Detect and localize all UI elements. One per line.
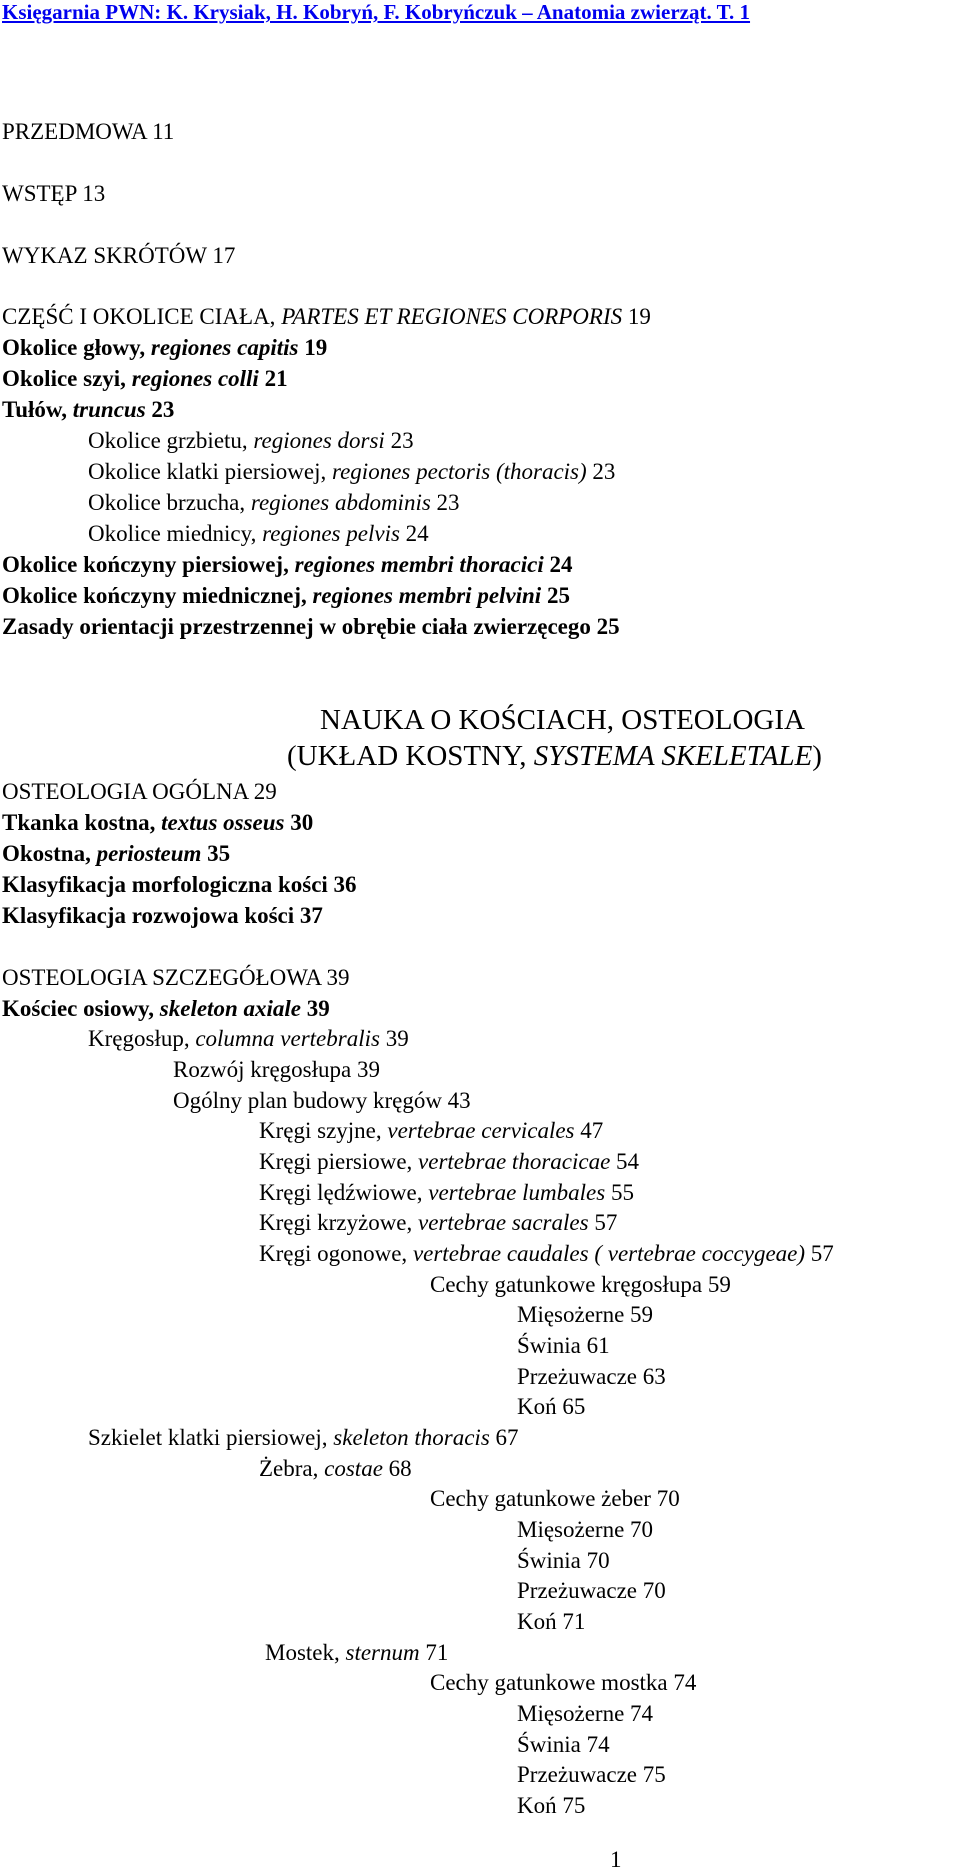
toc-entry bbox=[517, 1731, 610, 1759]
toc-entry-title: Okolice klatki piersiowej, bbox=[88, 459, 332, 484]
toc-entry-title: Przeżuwacze 63 bbox=[517, 1364, 666, 1389]
toc-entry-latin-name: regiones membri thoracici bbox=[294, 552, 544, 577]
toc-entry-title: Rozwój kręgosłupa 39 bbox=[173, 1057, 380, 1082]
toc-entry-latin-name: columna vertebralis bbox=[195, 1026, 380, 1051]
toc-entry bbox=[2, 334, 327, 362]
toc-entry-title: Cechy gatunkowe mostka 74 bbox=[430, 1670, 697, 1695]
toc-entry bbox=[517, 1761, 666, 1789]
toc-entry bbox=[259, 1148, 639, 1176]
toc-entry-title: Cechy gatunkowe kręgosłupa 59 bbox=[430, 1272, 731, 1297]
toc-entry-title: Tkanka kostna, bbox=[2, 810, 162, 835]
toc-entry-title: Okolice brzucha, bbox=[88, 490, 251, 515]
toc-entry-title: Klasyfikacja morfologiczna kości 36 bbox=[2, 872, 357, 897]
toc-entry-page: 54 bbox=[610, 1149, 640, 1174]
toc-entry-title: Kręgosłup, bbox=[88, 1026, 196, 1051]
toc-entry-title: Świnia 61 bbox=[517, 1333, 610, 1358]
toc-entry-latin-name: regiones pelvis bbox=[262, 521, 400, 546]
toc-entry bbox=[173, 1087, 471, 1115]
toc-entry-latin-name: vertebrae cervicales bbox=[387, 1118, 575, 1143]
toc-entry-title: Klasyfikacja rozwojowa kości 37 bbox=[2, 903, 323, 928]
toc-entry-title: WSTĘP 13 bbox=[2, 181, 106, 206]
toc-entry bbox=[265, 1639, 448, 1667]
toc-entry-page: 39 bbox=[379, 1026, 409, 1051]
toc-entry-page: 23 bbox=[586, 459, 616, 484]
toc-entry bbox=[2, 809, 313, 837]
toc-entry-title: Kościec osiowy, bbox=[2, 996, 160, 1021]
toc-entry-title: Żebra, bbox=[259, 1456, 325, 1481]
toc-entry-title: Ogólny plan budowy kręgów 43 bbox=[173, 1088, 471, 1113]
toc-entry bbox=[517, 1700, 653, 1728]
toc-entry bbox=[173, 1056, 380, 1084]
toc-entry bbox=[2, 840, 230, 868]
toc-entry-title: OSTEOLOGIA OGÓLNA 29 bbox=[2, 779, 277, 804]
toc-entry bbox=[2, 582, 570, 610]
toc-entry-page: 19 bbox=[622, 304, 651, 329]
toc-entry bbox=[517, 1792, 585, 1820]
toc-entry-latin-name: regiones abdominis bbox=[250, 490, 431, 515]
toc-entry-title: Mostek, bbox=[265, 1640, 346, 1665]
toc-entry-latin-name: regiones colli bbox=[131, 366, 259, 391]
toc-entry-title: Okostna, bbox=[2, 841, 97, 866]
toc-entry-page: 39 bbox=[300, 996, 330, 1021]
toc-entry bbox=[430, 1485, 680, 1513]
toc-entry bbox=[517, 1363, 666, 1391]
toc-entry bbox=[2, 613, 620, 641]
toc-entry-title: OSTEOLOGIA SZCZEGÓŁOWA 39 bbox=[2, 965, 350, 990]
toc-entry bbox=[2, 902, 323, 930]
toc-entry-latin-name: periosteum bbox=[96, 841, 202, 866]
toc-entry-latin-name: vertebrae sacrales bbox=[418, 1210, 589, 1235]
toc-entry-page: 19 bbox=[298, 335, 328, 360]
toc-entry-page: 23 bbox=[430, 490, 460, 515]
toc-entry-title: PRZEDMOWA 11 bbox=[2, 119, 175, 144]
toc-entry-title: Koń 71 bbox=[517, 1609, 586, 1634]
toc-entry-title: Kręgi lędźwiowe, bbox=[259, 1180, 429, 1205]
toc-entry-page: 24 bbox=[543, 552, 573, 577]
toc-entry-title: Kręgi krzyżowe, bbox=[259, 1210, 419, 1235]
toc-entry bbox=[88, 1025, 409, 1053]
toc-entry bbox=[2, 118, 174, 146]
heading-prefix: (UKŁAD KOSTNY, bbox=[287, 740, 534, 772]
section-heading-line2 bbox=[287, 739, 822, 773]
toc-entry-page: 68 bbox=[382, 1456, 412, 1481]
toc-entry-title: Kręgi szyjne, bbox=[259, 1118, 388, 1143]
toc-entry-title: Okolice kończyny miednicznej, bbox=[2, 583, 313, 608]
toc-entry bbox=[517, 1547, 610, 1575]
toc-entry bbox=[88, 427, 414, 455]
toc-entry-page: 57 bbox=[588, 1210, 618, 1235]
toc-entry-title: Koń 75 bbox=[517, 1793, 586, 1818]
toc-entry-latin-name: sternum bbox=[345, 1640, 420, 1665]
toc-entry-title: Okolice głowy, bbox=[2, 335, 151, 360]
toc-entry bbox=[517, 1577, 666, 1605]
toc-entry bbox=[517, 1516, 653, 1544]
toc-entry bbox=[2, 396, 174, 424]
toc-entry-page: 57 bbox=[805, 1241, 834, 1266]
section-heading-line1: NAUKA O KOŚCIACH, OSTEOLOGIA bbox=[320, 704, 805, 736]
toc-entry-title: Mięsożerne 74 bbox=[517, 1701, 654, 1726]
toc-entry-title: Zasady orientacji przestrzennej w obrębie ciała zwierzęcego 25 bbox=[2, 614, 620, 639]
toc-entry bbox=[88, 458, 615, 486]
toc-entry bbox=[2, 964, 350, 992]
toc-entry-page: 24 bbox=[399, 521, 429, 546]
toc-entry-latin-name: skeleton axiale bbox=[159, 996, 301, 1021]
toc-entry bbox=[2, 551, 573, 579]
toc-entry bbox=[430, 1271, 731, 1299]
toc-entry-title: Okolice szyi, bbox=[2, 366, 132, 391]
toc-entry bbox=[2, 303, 651, 331]
book-header-link[interactable]: Księgarnia PWN: K. Krysiak, H. Kobryń, F. Kobryńczuk – Anatomia zwierząt. T. 1 bbox=[2, 0, 751, 24]
toc-entry-latin-name: textus osseus bbox=[161, 810, 285, 835]
heading-latin: SYSTEMA SKELETALE bbox=[533, 740, 813, 772]
toc-entry-title: Okolice grzbietu, bbox=[88, 428, 254, 453]
toc-entry bbox=[517, 1301, 653, 1329]
toc-entry bbox=[517, 1393, 585, 1421]
toc-entry-page: 23 bbox=[145, 397, 175, 422]
toc-entry-title: CZĘŚĆ I OKOLICE CIAŁA, bbox=[2, 304, 282, 329]
toc-entry bbox=[259, 1179, 634, 1207]
toc-entry bbox=[259, 1209, 617, 1237]
toc-entry-latin-name: regiones membri pelvini bbox=[312, 583, 542, 608]
toc-entry bbox=[88, 1424, 519, 1452]
toc-entry-title: Szkielet klatki piersiowej, bbox=[88, 1425, 334, 1450]
toc-entry-latin-name: vertebrae lumbales bbox=[428, 1180, 606, 1205]
toc-entry-latin-name: vertebrae caudales ( vertebrae coccygeae) bbox=[412, 1241, 806, 1266]
toc-entry bbox=[517, 1608, 585, 1636]
toc-entry bbox=[2, 995, 330, 1023]
toc-entry bbox=[259, 1240, 834, 1268]
toc-entry-latin-name: regiones dorsi bbox=[253, 428, 385, 453]
toc-entry-latin-name: vertebrae thoracicae bbox=[418, 1149, 611, 1174]
toc-entry-title: Koń 65 bbox=[517, 1394, 586, 1419]
toc-entry-title: Okolice miednicy, bbox=[88, 521, 263, 546]
toc-entry bbox=[2, 365, 288, 393]
toc-entry-title: Mięsożerne 70 bbox=[517, 1517, 654, 1542]
toc-entry bbox=[430, 1669, 696, 1697]
toc-entry-latin-name: regiones capitis bbox=[150, 335, 299, 360]
toc-entry-title: WYKAZ SKRÓTÓW 17 bbox=[2, 243, 236, 268]
toc-entry-page: 71 bbox=[419, 1640, 449, 1665]
toc-entry-latin-name: PARTES ET REGIONES CORPORIS bbox=[281, 304, 623, 329]
toc-entry-title: Mięsożerne 59 bbox=[517, 1302, 654, 1327]
toc-entry-latin-name: regiones pectoris (thoracis) bbox=[332, 459, 587, 484]
toc-entry bbox=[2, 180, 105, 208]
toc-entry-latin-name: costae bbox=[324, 1456, 383, 1481]
toc-entry-page: 25 bbox=[541, 583, 570, 608]
toc-entry bbox=[88, 520, 429, 548]
toc-entry-page: 35 bbox=[201, 841, 231, 866]
toc-entry-latin-name: skeleton thoracis bbox=[333, 1425, 490, 1450]
toc-entry-page: 47 bbox=[574, 1118, 604, 1143]
toc-entry-title: Świnia 74 bbox=[517, 1732, 610, 1757]
toc-entry bbox=[259, 1455, 412, 1483]
toc-entry bbox=[2, 778, 277, 806]
toc-entry-page: 21 bbox=[258, 366, 288, 391]
toc-entry-page: 23 bbox=[384, 428, 414, 453]
toc-entry-title: Kręgi ogonowe, bbox=[259, 1241, 413, 1266]
toc-entry-page: 55 bbox=[605, 1180, 634, 1205]
toc-entry bbox=[2, 871, 357, 899]
toc-entry-page: 67 bbox=[489, 1425, 519, 1450]
toc-entry-title: Przeżuwacze 75 bbox=[517, 1762, 666, 1787]
page-number: 1 bbox=[610, 1847, 622, 1872]
toc-entry bbox=[517, 1332, 610, 1360]
toc-entry-page: 30 bbox=[284, 810, 314, 835]
toc-entry-title: Kręgi piersiowe, bbox=[259, 1149, 419, 1174]
toc-entry-title: Świnia 70 bbox=[517, 1548, 610, 1573]
toc-entry-title: Okolice kończyny piersiowej, bbox=[2, 552, 295, 577]
toc-entry-latin-name: truncus bbox=[72, 397, 146, 422]
heading-suffix: ) bbox=[812, 740, 822, 772]
toc-entry-title: Cechy gatunkowe żeber 70 bbox=[430, 1486, 680, 1511]
toc-entry bbox=[88, 489, 460, 517]
toc-entry-title: Tułów, bbox=[2, 397, 73, 422]
toc-entry bbox=[259, 1117, 603, 1145]
toc-entry-title: Przeżuwacze 70 bbox=[517, 1578, 666, 1603]
toc-entry bbox=[2, 242, 235, 270]
